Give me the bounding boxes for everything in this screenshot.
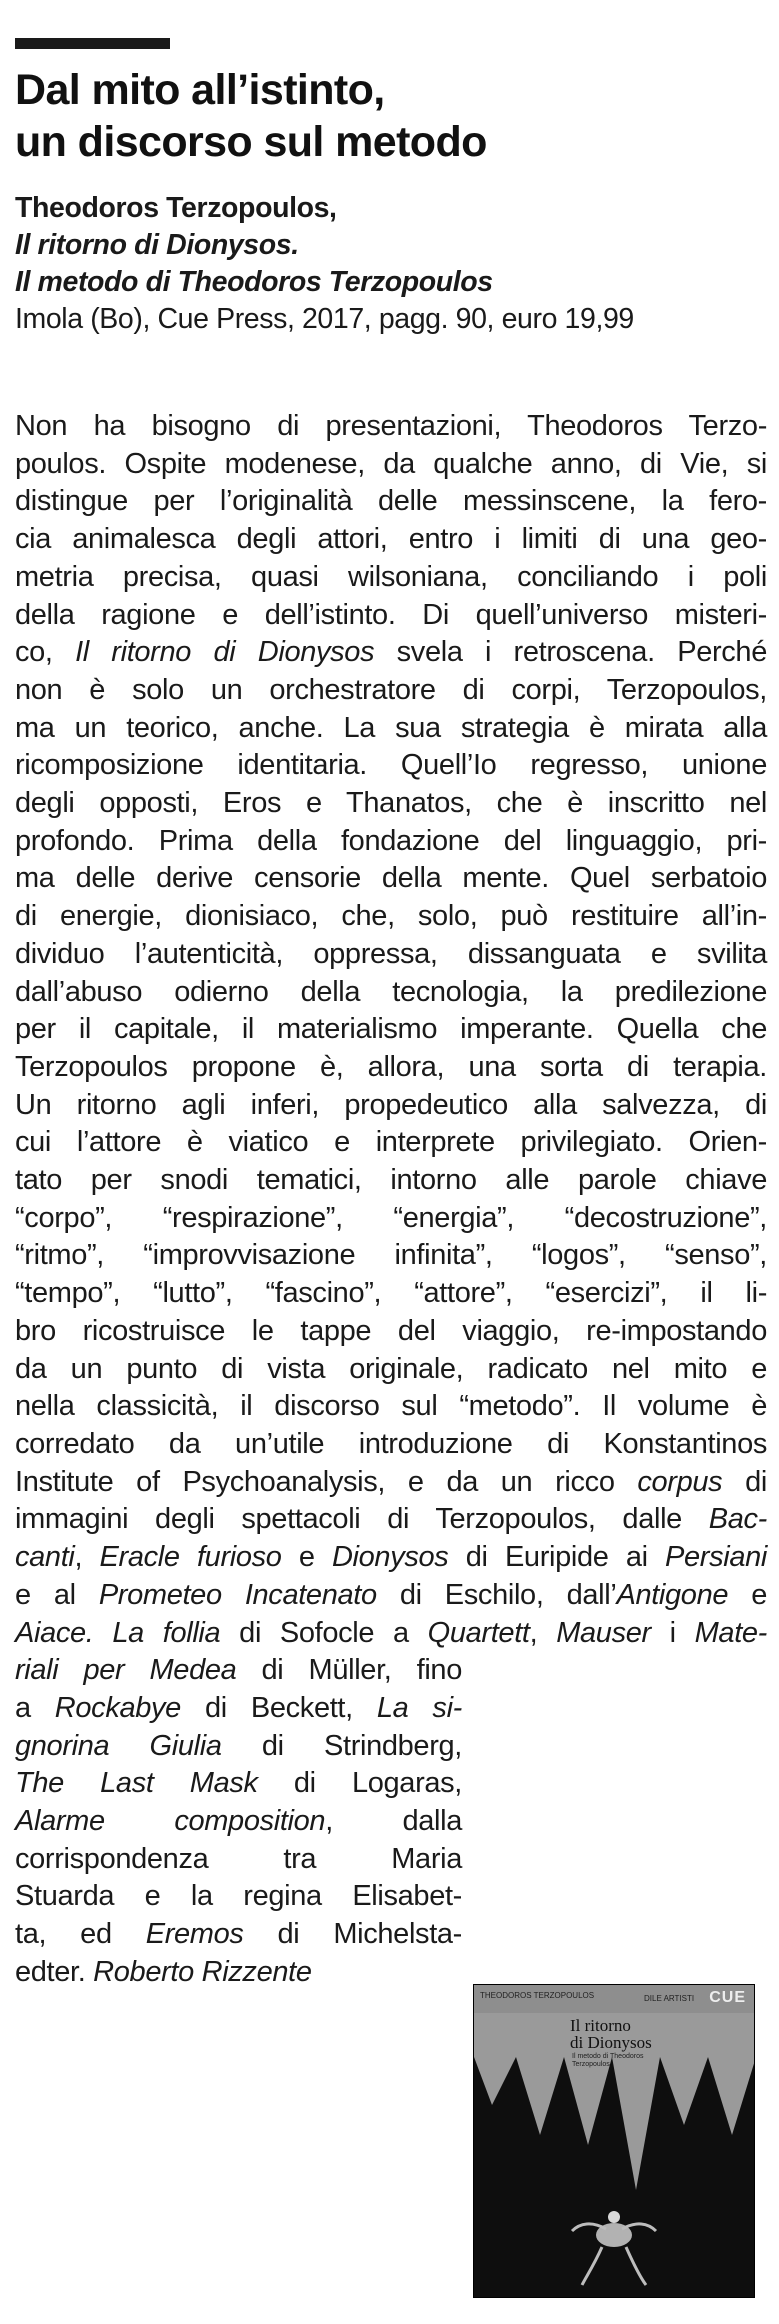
article-title <box>15 64 755 168</box>
body-line: Stuarda e la regina Elisabet- <box>15 1880 462 1913</box>
body-line: dall’abuso odierno della tecnologia, la predilezione <box>15 975 767 1008</box>
body-line: degli opposti, Eros e Thanatos, che è inscritto nel <box>15 787 767 820</box>
body-line: bro ricostruisce le tappe del viaggio, re-impostando <box>15 1314 767 1347</box>
body-line: ma delle derive censorie della mente. Quel serbatoio <box>15 862 767 895</box>
body-line: Institute of Psychoanalysis, e da un ricco corpus di <box>15 1465 767 1498</box>
book-cover-image <box>473 1984 755 2298</box>
body-line: non è solo un orchestratore di corpi, Terzopoulos, <box>15 673 767 706</box>
book-title-line-1: Il ritorno di Dionysos. <box>15 229 299 261</box>
body-line: Alarme composition, dalla <box>15 1805 463 1838</box>
title-line-2: un discorso sul metodo <box>15 118 487 166</box>
body-line: di energie, dionisiaco, che, solo, può restituire all’in- <box>15 900 767 933</box>
body-line: riali per Medea di Müller, fino <box>15 1654 462 1687</box>
section-rule <box>15 38 170 49</box>
body-line: gnorina Giulia di Strindberg, <box>15 1729 463 1762</box>
body-line: cia animalesca degli attori, entro i limiti di una geo- <box>15 523 767 556</box>
body-line: Aiace. La follia di Sofocle a Quartett, Mauser i Mate- <box>15 1616 767 1649</box>
body-line: ta, ed Eremos di Michelsta- <box>15 1918 462 1951</box>
body-line: edter. Roberto Rizzente <box>15 1955 312 1988</box>
body-line: corrispondenza tra Maria <box>15 1842 462 1875</box>
cover-title: Il ritorno di Dionysos <box>570 2016 652 2052</box>
body-line: profondo. Prima della fondazione del linguaggio, pri- <box>15 824 767 857</box>
title-line-1: Dal mito all’istinto, <box>15 66 385 114</box>
body-line: Un ritorno agli inferi, propedeutico alla salvezza, di <box>15 1088 767 1121</box>
body-line: della ragione e dell’istinto. Di quell’universo misteri- <box>15 598 767 631</box>
body-line: Non ha bisogno di presentazioni, Theodoros Terzo- <box>15 410 767 442</box>
body-line: immagini degli spettacoli di Terzopoulos, dalle Bac- <box>15 1503 767 1536</box>
body-line: dividuo l’autenticità, oppressa, dissanguata e svilita <box>15 937 767 970</box>
book-title-line-2: Il metodo di Theodoros Terzopoulos <box>15 266 493 298</box>
body-line: cui l’attore è viatico e interprete privilegiato. Orien- <box>15 1126 767 1159</box>
body-line: The Last Mask di Logaras, <box>15 1767 463 1800</box>
review-body <box>15 408 767 1992</box>
body-line: ricomposizione identitaria. Quell’Io regresso, unione <box>15 749 767 782</box>
cover-author-small: THEODOROS TERZOPOULOS <box>480 1991 595 2000</box>
body-line: corredato da un’utile introduzione di Konstantinos <box>15 1427 767 1460</box>
body-line: da un punto di vista originale, radicato nel mito e <box>15 1352 767 1385</box>
book-author: Theodoros Terzopoulos, <box>15 192 337 224</box>
body-line: Terzopoulos propone è, allora, una sorta di terapia. <box>15 1050 767 1083</box>
body-line: co, Il ritorno di Dionysos svela i retroscena. Perché <box>15 636 767 669</box>
body-line: a Rockabye di Beckett, La si- <box>15 1691 462 1724</box>
body-line: “ritmo”, “improvvisazione infinita”, “logos”, “senso”, <box>15 1239 767 1272</box>
body-line: ma un teorico, anche. La sua strategia è mirata alla <box>15 711 767 744</box>
reviewer-byline: Roberto Rizzente <box>93 1955 312 1988</box>
cover-series: DILE ARTISTI <box>644 1994 695 2003</box>
body-line: metria precisa, quasi wilsoniana, conciliando i poli <box>15 560 767 593</box>
body-line: canti, Eracle furioso e Dionysos di Euripide ai Persiani <box>15 1541 768 1574</box>
book-publication: Imola (Bo), Cue Press, 2017, pagg. 90, euro 19,99 <box>15 303 634 335</box>
body-line: per il capitale, il materialismo imperante. Quella che <box>15 1013 767 1046</box>
publisher-logo: CUE <box>709 1989 746 2006</box>
cover-subtitle: Il metodo di Theodoros Terzopoulos <box>572 2053 644 2068</box>
body-line: e al Prometeo Incatenato di Eschilo, dall’Antigone e <box>15 1578 767 1611</box>
body-line: “tempo”, “lutto”, “fascino”, “attore”, “esercizi”, il li- <box>15 1277 767 1310</box>
body-line: distingue per l’originalità delle messinscene, la fero- <box>15 485 767 518</box>
body-line: “corpo”, “respirazione”, “energia”, “decostruzione”, <box>15 1201 767 1234</box>
book-info <box>15 190 775 338</box>
body-line: poulos. Ospite modenese, da qualche anno, di Vie, si <box>15 447 767 480</box>
body-line: nella classicità, il discorso sul “metodo”. Il volume è <box>15 1390 767 1423</box>
body-line: tato per snodi tematici, intorno alle parole chiave <box>15 1164 767 1197</box>
